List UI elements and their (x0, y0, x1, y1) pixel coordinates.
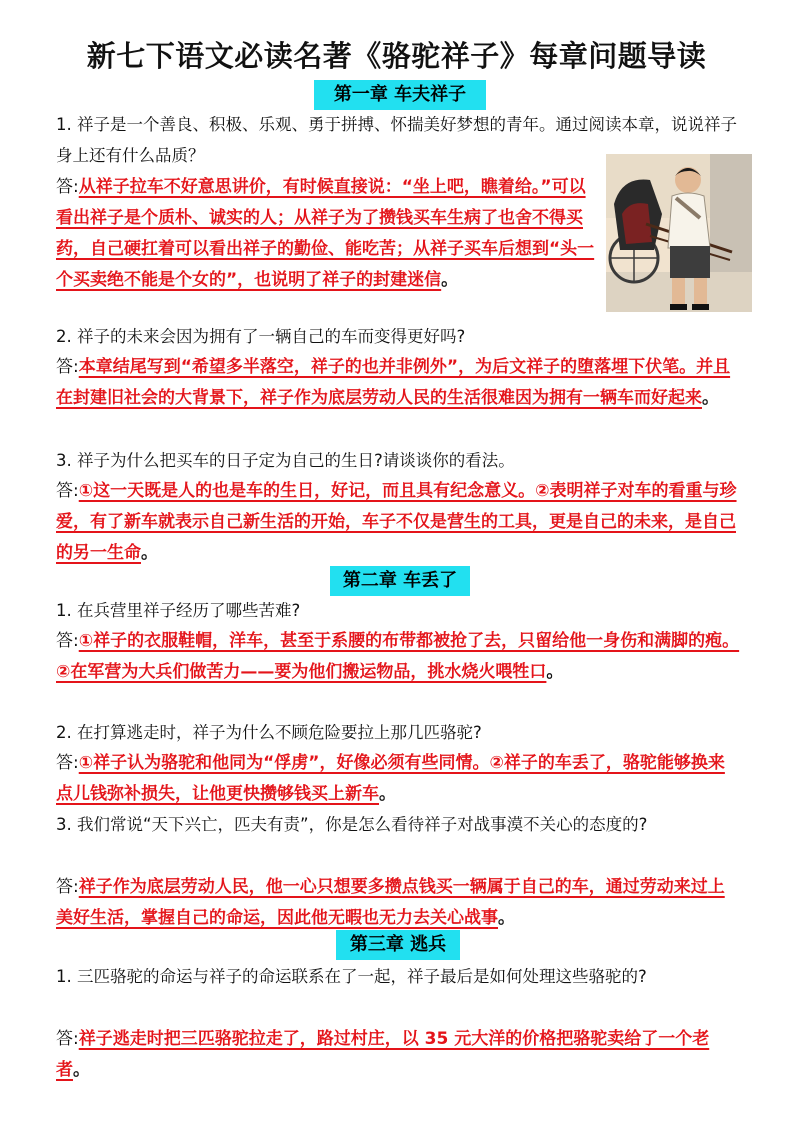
page-title: 新七下语文必读名著《骆驼祥子》每章问题导读 (86, 39, 707, 73)
answer-end: 。 (498, 908, 515, 928)
chapter-heading-2: 第二章 车丢了 (330, 566, 470, 596)
chapter-heading-1: 第一章 车夫祥子 (314, 80, 486, 110)
question-3-1: 1. 三匹骆驼的命运与祥子的命运联系在了一起，祥子最后是如何处理这些骆驼的? (56, 967, 647, 986)
answer-text: 本章结尾写到“希望多半落空，祥子的也并非例外”，为后文祥子的堕落埋下伏笔。并且在封建旧社会的大背景下，祥子作为底层劳动人民的生活很难因为拥有一辆车而好起来 (56, 357, 731, 408)
question-2-2: 2. 在打算逃走时，祥子为什么不顾危险要拉上那几匹骆驼? (56, 723, 482, 742)
answer-end: 。 (73, 1060, 90, 1080)
rickshaw-illustration-svg (606, 154, 752, 312)
chapter-heading-3: 第三章 逃兵 (336, 930, 460, 960)
answer-1-1 (56, 172, 596, 296)
answer-prefix: 答: (56, 1029, 79, 1049)
answer-2-1 (56, 626, 740, 688)
answer-1-3 (56, 476, 740, 569)
answer-end: 。 (702, 388, 719, 408)
question-1-3: 3. 祥子为什么把买车的日子定为自己的生日?请谈谈你的看法。 (56, 451, 515, 470)
question-1-1: 1. 祥子是一个善良、积极、乐观、勇于拼搏、怀揣美好梦想的青年。通过阅读本章，说说祥子身上还有什么品质？ (56, 115, 737, 165)
answer-end: 。 (441, 270, 459, 290)
answer-end: 。 (546, 662, 564, 682)
question-2-3: 3. 我们常说“天下兴亡，匹夫有责”，你是怎么看待祥子对战事漠不关心的态度的? (56, 815, 648, 834)
answer-end: 。 (141, 543, 158, 563)
question-2-1: 1. 在兵营里祥子经历了哪些苦难? (56, 601, 301, 620)
answer-3-1 (56, 1024, 740, 1086)
question-1-2: 2. 祥子的未来会因为拥有了一辆自己的车而变得更好吗? (56, 327, 466, 346)
answer-prefix: 答: (56, 753, 79, 773)
answer-1-2 (56, 352, 740, 414)
answer-prefix: 答: (56, 357, 79, 377)
answer-prefix: 答: (56, 481, 79, 501)
answer-prefix: 答: (56, 177, 79, 197)
answer-text: 祥子作为底层劳动人民，他一心只想要多攒点钱买一辆属于自己的车，通过劳动来过上美好生活，掌握自己的命运，因此他无暇也无力去关心战事 (56, 877, 725, 928)
answer-text: ①这一天既是人的也是车的生日，好记，而且具有纪念意义。②表明祥子对车的看重与珍爱，有了新车就表示自己新生活的开始，车子不仅是营生的工具，更是自己的未来，是自己的另一生命 (56, 481, 737, 563)
answer-text: 祥子逃走时把三匹骆驼拉走了，路过村庄，以 35 元大洋的价格把骆驼卖给了一个老者 (56, 1029, 710, 1080)
answer-text: ①祥子的衣服鞋帽，洋车，甚至于系腰的布带都被抢了去，只留给他一身伤和满脚的疱。②在军营为大兵们做苦力——要为他们搬运物品，挑水烧火喂牲口 (56, 631, 740, 682)
answer-2-2 (56, 748, 740, 810)
rickshaw-puller-illustration (606, 154, 752, 312)
answer-2-3 (56, 872, 740, 934)
answer-text: ①祥子认为骆驼和他同为“俘虏”，好像必须有些同情。②祥子的车丢了，骆驼能够换来点儿钱弥补损失，让他更快攒够钱买上新车 (56, 753, 725, 804)
answer-prefix: 答: (56, 631, 79, 651)
answer-prefix: 答: (56, 877, 79, 897)
answer-text: 从祥子拉车不好意思讲价，有时候直接说：“坐上吧，瞧着给。”可以看出祥子是个质朴、诚实的人；从祥子为了攒钱买车生病了也舍不得买药，自己硬扛着可以看出祥子的勤俭、能吃苦；从祥子买车后想到“头一个买卖绝不能是个女的”，也说明了祥子的封建迷信 (56, 177, 595, 290)
answer-end: 。 (379, 784, 396, 804)
